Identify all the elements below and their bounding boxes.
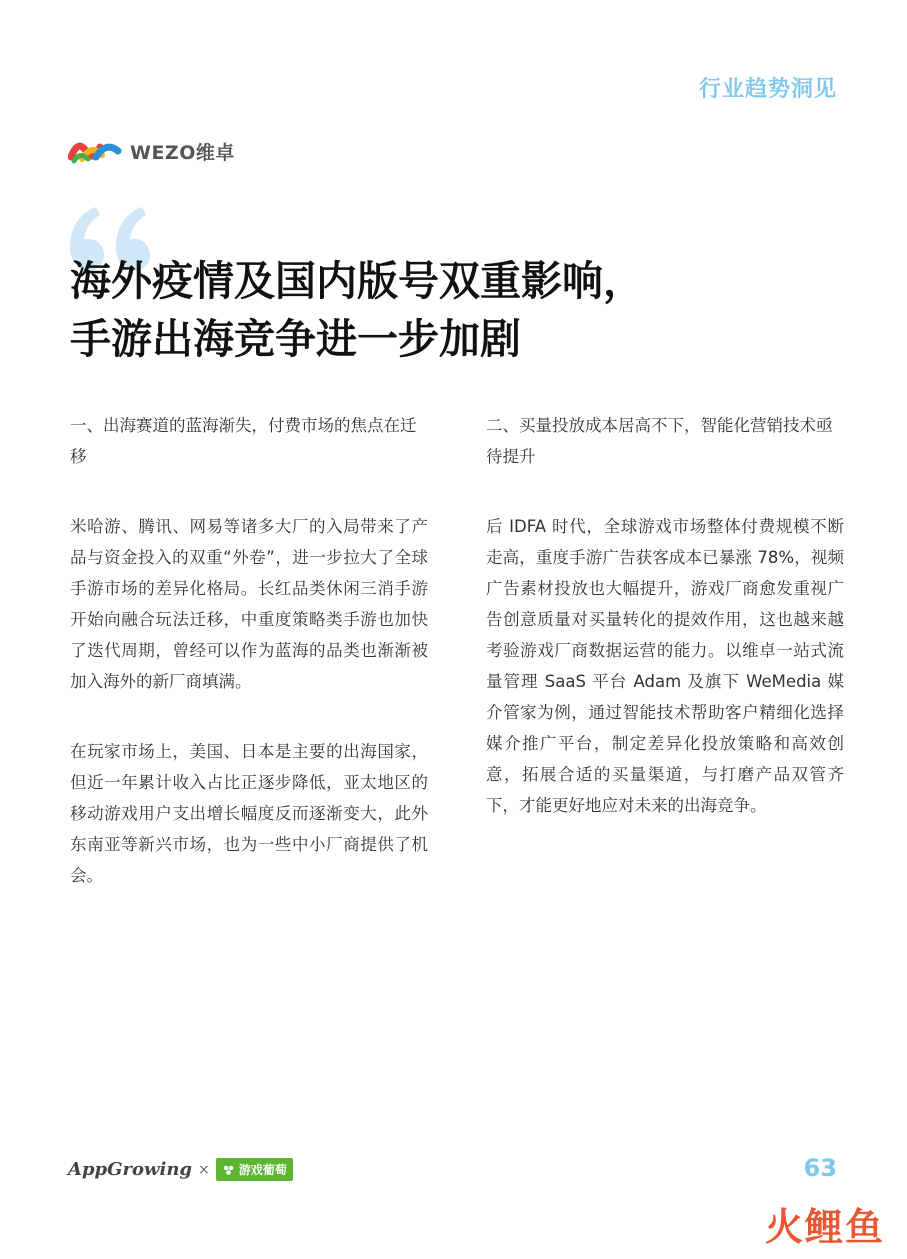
left-column-heading: 一、出海赛道的蓝海渐失，付费市场的焦点在迁移 (70, 416, 417, 466)
brand-logo (68, 135, 235, 167)
wezo-logo-icon (68, 137, 124, 165)
headline (70, 252, 850, 368)
footer-brand (68, 1158, 293, 1181)
page-number: 63 (803, 1154, 837, 1182)
watermark: 火鲤鱼 (764, 1205, 885, 1249)
left-column-paragraph-2: 在玩家市场上，美国、日本是主要的出海国家，但近一年累计收入占比正逐步降低，亚太地区的移动游戏用户支出增长幅度反而逐渐变大，此外东南亚等新兴市场，也为一些中小厂商提供了机会。 (70, 742, 428, 885)
headline-line-2: 手游出海竞争进一步加剧 (70, 315, 521, 363)
headline-line-1: 海外疫情及国内版号双重影响， (70, 257, 644, 305)
left-column-paragraph-1: 米哈游、腾讯、网易等诸多大厂的入局带来了产品与资金投入的双重“外卷”，进一步拉大了全球手游市场的差异化格局。长红品类休闲三消手游开始向融合玩法迁移，中重度策略类手游也加快了迭代周期，曾经可以作为蓝海的品类也渐渐被加入海外的新厂商填满。 (70, 517, 428, 691)
partner-logo (216, 1158, 293, 1181)
appgrowing-logo: AppGrowing (68, 1159, 193, 1180)
left-column (70, 410, 428, 930)
section-tag: 行业趋势洞见 (698, 77, 837, 102)
right-column (486, 410, 844, 860)
right-column-paragraph-1: 后 IDFA 时代，全球游戏市场整体付费规模不断走高，重度手游广告获客成本已暴涨 78%，视频广告素材投放也大幅提升，游戏厂商愈发重视广告创意质量对买量转化的提效作用，这也越来越考验游戏厂商数据运营的能力。以维卓一站式流量管理 SaaS 平台 Adam 及旗下 WeMedia 媒介管家为例，通过智能技术帮助客户精细化选择媒介推广平台，制定差异化投放策略和高效创意，拓展合适的买量渠道，与打磨产品双管齐下，才能更好地应对未来的出海竞争。 (486, 517, 844, 815)
times-symbol: × (198, 1161, 210, 1178)
partner-text: 游戏葡萄 (238, 1163, 287, 1177)
grape-icon (222, 1163, 236, 1177)
right-column-heading: 二、买量投放成本居高不下，智能化营销技术亟待提升 (486, 416, 833, 466)
brand-text: WEZO维卓 (130, 141, 235, 164)
